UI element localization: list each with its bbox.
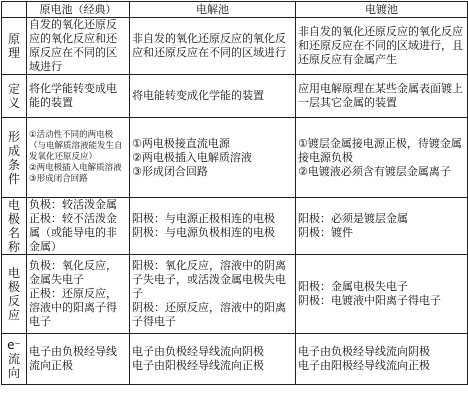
table-cell: ①活动性不同的两电极（与电解质溶液能发生自发氧化还原反应） ②两电极插入电解质溶液 ③形成闭合回路: [27, 118, 130, 198]
row-label-char: 名: [7, 226, 20, 240]
row-label-char: 极: [7, 212, 20, 226]
row-label-char: 定: [7, 82, 20, 96]
table-cell: 负极：较活泼金属 正极：较不活泼金属（或能导电的非金属）: [27, 198, 130, 255]
row-label-char: 形: [7, 129, 20, 144]
row-label-char: e⁻: [7, 338, 21, 352]
row-electron-flow: [2, 334, 468, 385]
row-label-char: 向: [7, 366, 20, 380]
table-cell: 非自发的氧化还原反应的氧化反应和还原反应在不同的区域进行，且还原反应有金属产生: [296, 18, 468, 75]
table-cell: 电子由负极经导线流向阴极 电子由阳极经导线流向正极: [130, 334, 296, 385]
row-label: [2, 198, 27, 255]
header-corner: [2, 2, 27, 18]
table-cell: 将化学能转变成电能的装置: [27, 75, 130, 118]
row-label-char: 应: [7, 308, 20, 322]
header-electroplating-cell: 电镀池: [296, 2, 468, 18]
row-label: [2, 18, 27, 75]
row-label-char: 理: [7, 46, 20, 60]
row-principle: [2, 18, 468, 75]
row-label-char: 流: [7, 352, 20, 366]
table-cell: 负极：氧化反应，金属失电子 正极：还原反应，溶液中的阳离子得电子: [27, 255, 130, 334]
row-label: [2, 75, 27, 118]
row-label-char: 电: [7, 266, 20, 280]
row-label-char: 件: [7, 171, 20, 186]
table-cell: 自发的氧化还原反应的氧化反应和还原反应在不同的区域进行: [27, 18, 130, 75]
row-label-char: 成: [7, 143, 20, 158]
header-electrolytic-cell: 电解池: [130, 2, 296, 18]
row-definition: [2, 75, 468, 118]
comparison-table: [1, 1, 468, 385]
row-label: [2, 118, 27, 198]
table-cell: 将电能转变成化学能的装置: [130, 75, 296, 118]
table-cell: ①两电极接直流电源 ②两电极插入电解质溶液 ③形成闭合回路: [130, 118, 296, 198]
row-label-char: 反: [7, 294, 20, 308]
row-label: [2, 255, 27, 334]
table-cell: 阳极：必须是镀层金属 阴极：镀件: [296, 198, 468, 255]
row-label-char: 义: [7, 96, 20, 110]
table-cell: 阳极：氧化反应，溶液中的阴离子失电子，或活泼金属电极失电子 阴极：还原反应，溶液中的阳离子得电子: [130, 255, 296, 334]
table-cell: 应用电解原理在某些金属表面镀上一层其它金属的装置: [296, 75, 468, 118]
row-electrode-reactions: [2, 255, 468, 334]
table-cell: 阳极：金属电极失电子 阴极：电镀液中阳离子得电子: [296, 255, 468, 334]
header-row: [2, 2, 468, 18]
header-galvanic-cell: 原电池（经典）: [27, 2, 130, 18]
row-electrode-names: [2, 198, 468, 255]
table-cell: 阳极：与电源正极相连的电极 阴极：与电源负极相连的电极: [130, 198, 296, 255]
row-label-char: 电: [7, 198, 20, 212]
row-label-char: 称: [7, 240, 20, 254]
row-label-char: 极: [7, 280, 20, 294]
table-cell: 电子由负极经导线流向正极: [27, 334, 130, 385]
table-cell: ①镀层金属接电源正极，待镀金属接电源负极 ②电镀液必须含有镀层金属离子: [296, 118, 468, 198]
row-label-char: 条: [7, 157, 20, 172]
row-conditions: [2, 118, 468, 198]
row-label-char: 原: [7, 32, 20, 46]
row-label: [2, 334, 27, 385]
table-cell: 非自发的氧化还原反应的氧化反应和还原反应在不同的区域进行: [130, 18, 296, 75]
table-cell: 电子由负极经导线流向阴极 电子由阳极经导线流向正极: [296, 334, 468, 385]
